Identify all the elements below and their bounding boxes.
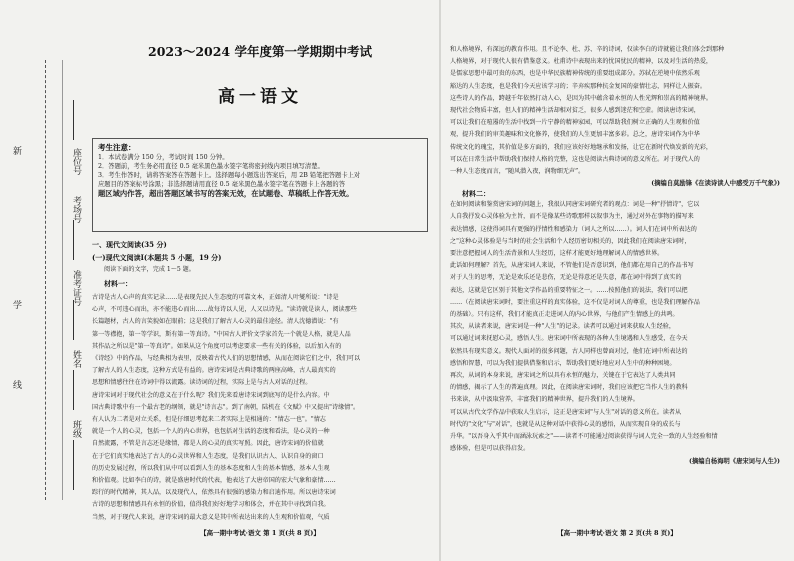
- material-1-continued-line: 观，提升我们的审美趣味和文化修养，使我们的人生更加丰富多彩。总之，唐诗宋词作为中华: [450, 131, 700, 139]
- seal-line-inner: [62, 60, 63, 500]
- material-1-body: [92, 292, 428, 524]
- exam-subtitle: 高一语文: [218, 87, 302, 107]
- material-1-continued-line: 传统文化的瑰宝，其价值是多方面的，我们应该好好地继承和发扬，让它在新时代焕发新的光彩，: [450, 143, 713, 151]
- material-2-line: 之"这种心灵体验是与当时的社会生活和个人经历密切相关的，因此我们在阅读唐宋词时，: [450, 237, 691, 245]
- page-1-footer: 【高一期中考试·语文 第 1 页(共 8 页)】: [200, 529, 320, 537]
- material-1-continued-line: 和人格境界，有深远的教育作用。且不论李、杜、苏、辛的诗词，仅读李白的诗就能让我们体会到那种: [450, 46, 725, 53]
- source-1: (摘编自莫励锋《在读诗读人中感受万千气象》): [651, 180, 780, 188]
- material-1-line: 心声，不可违心而出，亦不能违心而出……故每诗以人见，人又以诗见。"读诗就是读人，阅读那些: [92, 306, 357, 314]
- material-1-line: 在于它们真实地表达了古人的心灵世界和人生态度，是我们认识古人、认识自身的窗口: [92, 452, 324, 460]
- material-1-continued: [450, 44, 780, 178]
- material-2-line: 感悟和智慧，可以为我们提供借鉴和启示，帮助我们更好地应对人生中的种种困境。: [450, 359, 676, 367]
- notice-line-2: 2．答题前，考生务必用直径 0.5 毫米黑色墨水签字笔将密封线内项目填写清楚。: [98, 163, 324, 170]
- margin-label-xue: 学: [11, 300, 21, 309]
- material-2-line: 的情感，揭示了人生的普遍真理。因此，在阅读唐宋词时，我们应该把它当作人生的教科: [450, 384, 688, 392]
- material-1-continued-line: 是儒家思想中最可贵的东西，也是中华民族精神传统的重要组成部分。苏轼在逆境中依然乐观: [450, 70, 700, 78]
- name-label: 姓名: [71, 350, 81, 368]
- material-1-line: 的历史发展过程，所以我们从中可以看到人生的基本态度和人生的基本情感，基本人生观: [92, 464, 330, 472]
- material-2-line: 书来读，从中汲取营养，丰富我们的精神世界，提升我们的人生境界。: [450, 396, 639, 404]
- material-1-line: 了解古人的人生态度，这种方式是有益的。唐诗宋词是古典诗歌的两座高峰，古人最真实的: [92, 367, 336, 375]
- margin-label-xin: 新: [11, 146, 21, 155]
- material-2-body: [450, 199, 780, 443]
- notice-line-1: 1．本试卷满分 150 分，考试时间 150 分钟。: [98, 154, 229, 161]
- material-1-continued-line: 可以让我们在喧嚣的生活中找到一片宁静的精神家园，可以帮助我们树立正确的人生观和价值: [450, 119, 700, 127]
- material-2-line: 其次，从读者来说，唐宋词是一种"人生"的记录。读者可以通过词来获取人生经验，: [450, 323, 675, 331]
- material-1-line: 自然流露，不管是言志还是缘情，都是人的心灵的真实写照。因此，唐诗宋词的价值就: [92, 440, 324, 448]
- right-content: [450, 44, 780, 465]
- name-underline: [73, 370, 74, 410]
- material-1-line: 就是一个人的心灵，包括一个人的内心世界，也包括对生活的态度和看法，是心灵的一种: [92, 428, 330, 436]
- material-2-line: 表达情感，这使得词具有更强的抒情性和感染力（词人之所以……）。词人们在词中所表达的: [450, 225, 697, 233]
- material-2-label: 材料二：: [462, 189, 490, 199]
- section-part1-sub: (一)现代文阅读Ⅰ(本题共 5 小题，19 分): [92, 253, 222, 262]
- material-2-line: ……（在阅读唐宋词时，要注重这样的真实体验，这不仅是对词人的尊重，也是我们理解作品: [450, 298, 700, 306]
- notice-line-5: 题区域内作答，超出答题区域书写的答案无效，在试题卷、草稿纸上作答无效。: [98, 189, 354, 198]
- binding-margin: [0, 0, 92, 561]
- material-2-line: 表达，这就是它区别于其他文学作品的重要特征之一。……按照他们的说法，我们可以把: [450, 286, 688, 294]
- class-label: 班级: [71, 420, 81, 438]
- notice-line-3: 3．考生作答时，请将答案答在答题卡上。选择题每小题选出答案后，用 2B 铅笔把答题卡上对: [98, 172, 361, 179]
- material-2-line: 在如何阅读和鉴赏唐宋词的问题上，我很认同唐宋词研究者的观点：词是一种"抒情诗"，它以: [450, 201, 700, 209]
- exam-room-label: 考场号: [71, 196, 81, 223]
- material-1-line: 其作品之所以是"第一等真诗"。如果从这个角度可以考虑要求一些有关的体验，以后加入有的: [92, 342, 342, 350]
- material-2-line: 要注意把握词人的生活背景和人生经历，这样才能更好地理解词人的情感世界。: [450, 250, 664, 258]
- material-2-line: 依然具有现实意义。现代人面对的很多问题，古人同样也曾面对过，他们在词中所表达的: [450, 347, 688, 355]
- material-1-continued-line: 可以在日常生活中帮助我们保持人格的完整，这也是阅读古典诗词的意义所在。对于现代人的: [450, 155, 700, 163]
- material-1-continued-line: 人格境界，对于现代人很有借鉴意义。杜甫诗中表现出来的忧国忧民的精神，以及对生活的热爱，: [450, 58, 713, 66]
- material-2-line: 升华。"以吾身入乎其中而涵泳玩索之"——读者不可能通过阅读获得与词人完全一致的人生经验和情: [450, 433, 718, 441]
- material-1-continued-line: 这些诗人的作品，跨越千年依然打动人心，是因为其中蕴含着永恒的人性光辉和崇高的精神境界。: [450, 94, 713, 102]
- material-2-line: 人自我抒发心灵体验为主旨，而不是像某些诗歌那样以叙事为主，通过对外在事物的描写来: [450, 213, 694, 221]
- material-1-line: 踪行的时代精神，其人品，以及现代人，依然具有很强的感染力和启迪作用。所以唐诗宋词: [92, 489, 336, 497]
- notice-heading: 考生注意：: [98, 143, 136, 152]
- material-1-continued-line: 现代社会物质丰富，但人们的精神生活却相对贫乏，很多人感到迷茫和空虚。阅读唐诗宋词，: [450, 107, 700, 115]
- material-1-line: 第一等襟抱，第一等学识，斯有第一等真诗。"中国古人评价文学家首先一个就是人格，就是人品: [92, 330, 351, 338]
- material-1-line: 当然，对于现代人来说，唐诗宋词的最大意义是其中所表达出来的人生观和价值观，气质: [92, 513, 330, 521]
- material-1-line: 古诗的思想和情感具有永恒的价值，值得我们好好地学习和体会，并在其中寻找到自我。: [92, 501, 330, 509]
- material-1-line: 唐诗宋词对于现代社会的意义在于什么呢？我们先来看唐诗宋词到底写的是什么内容。中: [92, 391, 330, 399]
- seal-line: [45, 60, 46, 500]
- material-1-line: 和价值观。比如李白的诗，就是盛唐时代的代表，他表达了大唐帝国的宏大气象和豪情……: [92, 477, 336, 485]
- notice-line-4: 应题目的答案标号涂黑；非选择题请用直径 0.5 毫米黑色墨水签字笔在答题卡上各题的答: [98, 181, 346, 188]
- ticket-number-label: 准考证号: [71, 270, 81, 306]
- section-part1: 一、现代文阅读(35 分): [92, 240, 167, 249]
- material-1-line: 《诗经》中的作品，与经典相为表里，反映着古代人们的思想情感，从而在阅读它们之中，我们可以: [92, 355, 361, 363]
- material-1-continued-line: 豁达的人生态度，也是我们今天应该学习的；辛弃疾那种抗金复国的豪情壮志，同样让人振奋。: [450, 82, 706, 90]
- material-1-continued-line: 一种人生态度而言，“随风潜入夜，润物细无声”。: [450, 168, 585, 176]
- seat-number-underline: [73, 100, 74, 140]
- class-underline: [73, 440, 74, 490]
- margin-label-xian: 线: [11, 380, 21, 389]
- exam-room-underline: [73, 220, 74, 260]
- material-1-line: 古诗是古人心声的真实记录……是表现先民人生态度的可靠文本，正如清人叶燮所说："诗是: [92, 294, 339, 301]
- notice-box: [92, 138, 428, 232]
- material-2-line: 时代的"文化"与"对话"，也就是从这种对话中获得心灵的感悟，从而实现自身的成长与: [450, 420, 681, 428]
- material-2-line: 可以从古代文学作品中获取人生启示，这正是唐宋词"与人生"对话的意义所在。读者从: [450, 408, 682, 416]
- reading-instruction: 阅读下面的文字，完成 1～5 题。: [104, 266, 195, 273]
- source-2: (摘编自杨海明《唐宋词与人生》): [689, 457, 780, 465]
- material-1-line: 思想和情感往往在诗词中得以流露。读诗词的过程，实际上是与古人对话的过程。: [92, 379, 312, 387]
- right-page: [440, 0, 794, 561]
- material-2-line: 可以通过词来抚慰心灵，感悟人生。唐宋词中所表现的各种人生境遇和人生感受，在今天: [450, 335, 688, 343]
- exam-title: 2023～2024 学年度第一学期期中考试: [148, 44, 372, 59]
- page-2-footer: 【高一期中考试·语文 第 2 页(共 8 页)】: [557, 529, 677, 537]
- ticket-number-underline: [73, 300, 74, 340]
- material-1-line: 有人认为二者是对立关系，但是仔细思考起来二者实际上是相通的："情志一也"。"情志: [92, 416, 326, 424]
- material-2-line: 此话如何理解？首先，从唐宋词人来说，不管他们是否意识到，他们都在用自己的作品书写: [450, 262, 694, 270]
- material-1-label: 材料一：: [104, 279, 132, 288]
- material-2-line: 对于人生的思考，无论是欢乐还是悲伤，无论是得意还是失意，都在词中得到了真实的: [450, 274, 682, 282]
- material-1-line: 长篇题材，古人的言笑貌如在眼前；这是我们了解古人心灵的最佳途径。清人沈德潜说："有: [92, 318, 339, 326]
- material-2-line: 的基础）。只有这样，我们才能真正走进词人的内心世界，与他们产生情感上的共鸣。: [450, 311, 679, 319]
- material-2-line: 再次，从词的本身来说，唐宋词之所以具有永恒的魅力，关键在于它表达了人类共同: [450, 372, 676, 380]
- material-1-line: 国古典诗歌中有一个最古老的纲领，就是"诗言志"。到了南朝，陆机在《文赋》中又提出"诗缘情"。: [92, 403, 360, 411]
- seat-number-label: 座位号: [71, 148, 81, 175]
- material-2-last-line: 感体验，但是可以获得启发。: [450, 445, 530, 453]
